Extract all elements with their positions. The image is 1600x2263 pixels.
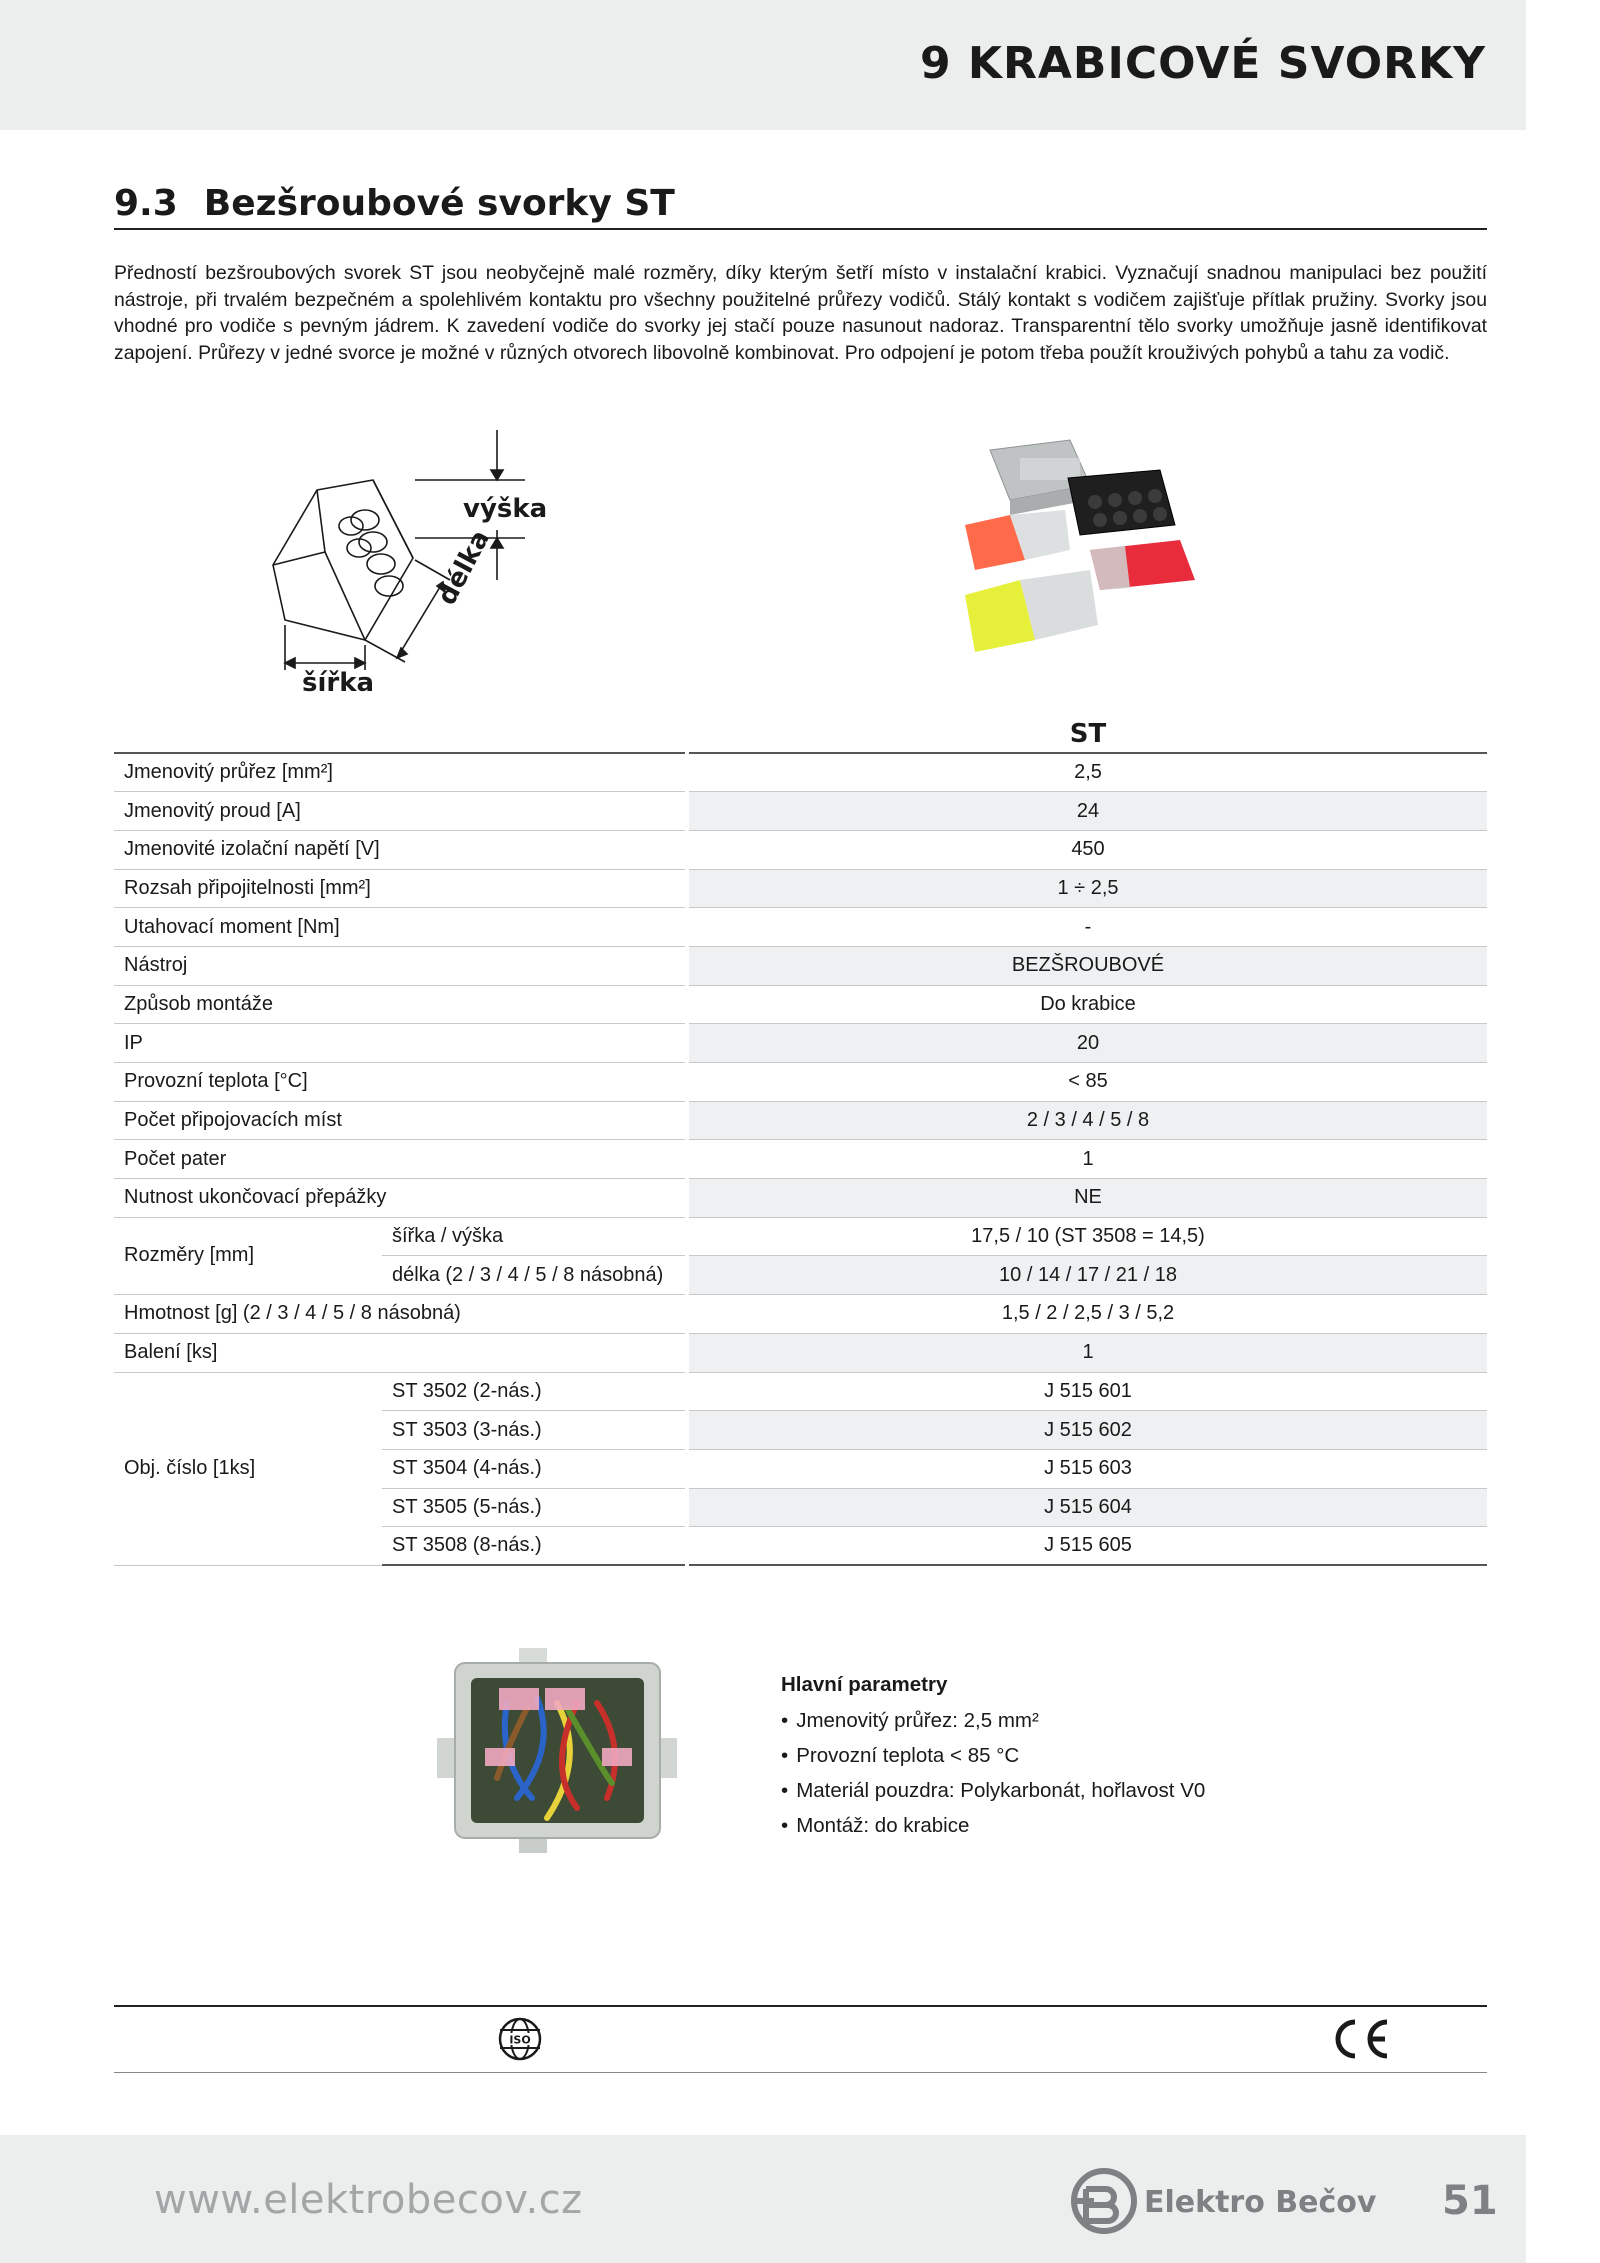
terminal-outline [273,480,413,640]
table-row [114,1295,1487,1334]
param-item: • Provozní teplota < 85 °C [781,1744,1205,1768]
section-title [114,183,675,224]
row-value: NE [687,1179,1487,1218]
row-value: Do krabice [687,985,1487,1024]
spec-table [114,715,1487,1566]
table-row [114,869,1487,908]
terminal-orange [965,510,1070,570]
table-row [114,1179,1487,1218]
table-row [114,1372,1487,1411]
row-label: Balení [ks] [114,1333,687,1372]
length-dimension [365,560,450,662]
table-row [114,908,1487,947]
box-terminal-1 [499,1688,539,1710]
table-row [114,1101,1487,1140]
row-value: 17,5 / 10 (ST 3508 = 14,5) [687,1217,1487,1256]
chapter-title: 9 KRABICOVÉ SVORKY [919,38,1486,89]
section-heading: Bezšroubové svorky ST [203,183,675,224]
width-dimension [285,625,365,670]
table-row [114,1024,1487,1063]
terminal-black [1068,470,1175,535]
row-sublabel: ST 3502 (2-nás.) [382,1372,687,1411]
row-label: Jmenovité izolační napětí [V] [114,830,687,869]
param-item: • Materiál pouzdra: Polykarbonát, hořlavost V0 [781,1779,1205,1803]
row-value: 1 [687,1333,1487,1372]
table-row [114,1063,1487,1102]
table-row [114,1217,1487,1256]
row-label: Způsob montáže [114,985,687,1024]
cert-top-rule [114,2005,1487,2007]
row-value: 1 [687,1140,1487,1179]
section-divider [114,228,1487,230]
row-label: Rozsah připojitelnosti [mm²] [114,869,687,908]
row-sublabel: ST 3504 (4-nás.) [382,1449,687,1488]
row-sublabel: šířka / výška [382,1217,687,1256]
row-sublabel: ST 3505 (5-nás.) [382,1488,687,1527]
table-row [114,985,1487,1024]
junction-box-photo [437,1648,677,1853]
table-row [114,830,1487,869]
row-value: 2,5 [687,753,1487,792]
row-value: 24 [687,792,1487,831]
row-label: Hmotnost [g] (2 / 3 / 4 / 5 / 8 násobná) [114,1295,687,1334]
table-row [114,1333,1487,1372]
ce-mark-icon [1325,2016,1395,2062]
row-label: Provozní teplota [°C] [114,1063,687,1102]
main-parameters-list [781,1709,1205,1838]
row-value: 20 [687,1024,1487,1063]
table-header-row [114,715,1487,753]
row-value: 450 [687,830,1487,869]
row-value: < 85 [687,1063,1487,1102]
intro-paragraph: Předností bezšroubových svorek ST jsou neobyčejně malé rozměry, díky kterým šetří místo v instalační krabici. Vyznačují snadnou manipulaci bez použití nástroje, při trvalém bezpečném a spolehlivém kontaktu pro všechny použitelné průřezy vodičů. Stálý kontakt s vodičem zajišťuje přítlak pružiny. Svorky jsou vhodné pro vodiče s pevným jádrem. K zavedení vodiče do svorky jej stačí pouze nasunout nadoraz. Transparentní tělo svorky umožňuje jasně identifikovat zapojení. Průřezy v jedné svorce je možné v různých otvorech libovolně kombinovat. Pro odpojení je potom třeba použít krouživých pohybů a tahu za vodič. [114,262,1487,364]
length-label: délka [432,525,497,611]
row-label: Nutnost ukončovací přepážky [114,1179,687,1218]
width-label: šířka [302,668,375,698]
row-label: Utahovací moment [Nm] [114,908,687,947]
page-number: 51 [1442,2178,1498,2224]
table-header-blank [114,715,687,753]
section-number: 9.3 [114,183,178,224]
row-label: Jmenovitý průřez [mm²] [114,753,687,792]
box-terminal-3 [485,1748,515,1766]
column-header: ST [687,715,1487,753]
row-label: Počet pater [114,1140,687,1179]
row-value: 1 ÷ 2,5 [687,869,1487,908]
box-terminal-2 [545,1688,585,1710]
dimension-drawing [265,430,565,700]
footer-url[interactable]: www.elektrobecov.cz [154,2177,583,2223]
row-sublabel: ST 3508 (8-nás.) [382,1527,687,1566]
row-value: J 515 602 [687,1411,1487,1450]
terminal-red [1090,540,1195,590]
row-label: Nástroj [114,946,687,985]
cert-bottom-rule [114,2072,1487,2073]
svg-text:ISO: ISO [509,2033,531,2047]
row-value: 10 / 14 / 17 / 21 / 18 [687,1256,1487,1295]
param-item: • Montáž: do krabice [781,1814,1205,1838]
row-value: BEZŠROUBOVÉ [687,946,1487,985]
row-sublabel: délka (2 / 3 / 4 / 5 / 8 násobná) [382,1256,687,1295]
product-photo [950,430,1210,680]
iso-certification-icon [497,2016,543,2062]
row-value: J 515 604 [687,1488,1487,1527]
param-item: • Jmenovitý průřez: 2,5 mm² [781,1709,1205,1733]
row-value: J 515 601 [687,1372,1487,1411]
row-label: Jmenovitý proud [A] [114,792,687,831]
table-row [114,753,1487,792]
height-label: výška [463,494,548,524]
terminal-yellow [965,570,1098,652]
row-label: Počet připojovacích míst [114,1101,687,1140]
row-value: 2 / 3 / 4 / 5 / 8 [687,1101,1487,1140]
box-terminal-4 [602,1748,632,1766]
table-row [114,1140,1487,1179]
row-value: J 515 603 [687,1449,1487,1488]
row-label: Obj. číslo [1ks] [114,1372,382,1565]
row-label: Rozměry [mm] [114,1217,382,1294]
row-label: IP [114,1024,687,1063]
main-parameters-title: Hlavní parametry [781,1673,948,1696]
elektro-becov-logo-icon [1068,2165,1140,2237]
row-value: J 515 605 [687,1527,1487,1566]
footer-brand: Elektro Bečov [1144,2185,1377,2220]
main-parameters [781,1673,1205,1849]
table-row [114,792,1487,831]
row-sublabel: ST 3503 (3-nás.) [382,1411,687,1450]
table-row [114,946,1487,985]
row-value: - [687,908,1487,947]
row-value: 1,5 / 2 / 2,5 / 3 / 5,2 [687,1295,1487,1334]
